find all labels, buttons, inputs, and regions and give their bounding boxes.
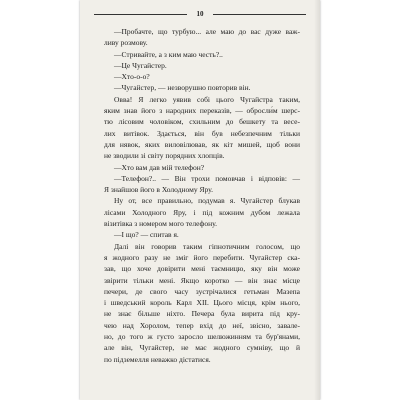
text-line: лісами Холодного Яру, і під кожним дубом лежала: [104, 207, 300, 217]
page-body-text: [104, 26, 300, 365]
text-line: печери, де свого часу зустрічалися гетьман Мазепа: [104, 286, 300, 296]
text-line: тю лісовим чоловіком, схильним до бешкету та весе-: [104, 117, 300, 127]
text-line: —І що? — спитав я.: [114, 230, 179, 240]
text-line: зав, що хоче довірити мені таємницю, яку він може: [104, 264, 300, 274]
text-line: звірити тільки мені. Якщо коротко — він знає місце: [104, 275, 300, 285]
text-line: яким знав його з народних переказів, — обросли́м шерс-: [104, 106, 300, 116]
text-line: —Пробачте, що турбую... але маю до вас дуже важ-: [114, 27, 300, 36]
text-line: Далі він говорив таким гіпнотичним голосом, що: [114, 241, 300, 251]
text-line: но, до того ж густо заросло шелюжинням та бур'янами,: [104, 332, 300, 342]
text-line: для нявок, яких виловілював, як кіт мишей, щоб вони: [104, 139, 300, 149]
text-line: ливу розмову.: [104, 38, 148, 48]
text-line: —Стривайте, а з ким маю честь?..: [114, 49, 223, 59]
text-line: лих витівок. Здається, він був небезпечним тільки: [104, 128, 300, 138]
text-line: по підземелля неважко дістатися.: [104, 354, 211, 364]
text-line: візитівка з номером мого телефону.: [104, 219, 218, 229]
text-line: чею над Хоролом, тепер вхід до неї, звісно, завале-: [104, 320, 300, 330]
text-line: Ну от, все правильно, подумав я. Чугайстер блукав: [114, 196, 300, 206]
text-line: Я знайшов його в Холодному Яру.: [104, 185, 214, 195]
book-page: [80, 0, 320, 400]
text-line: —Хто вам дав мій телефон?: [114, 162, 205, 172]
text-line: —Чугайстер, — незворушно повторив він.: [114, 83, 251, 93]
text-line: —Хто-о-о?: [114, 72, 150, 82]
text-line: але він, Чугайстер, не має жодного сумніву, що й: [104, 343, 300, 353]
page-header: [94, 9, 306, 19]
page-number: 10: [196, 10, 204, 18]
text-line: Овва! Я легко уявив собі цього Чугайстра таким,: [114, 94, 300, 104]
text-line: —Телефон?.. — Він трохи помовчав і відповів: —: [114, 173, 300, 183]
text-line: —Це Чугайстер.: [114, 60, 167, 70]
text-line: і шведський король Карл ХІІ. Цього місця, крім нього,: [104, 298, 300, 308]
text-line: не знає більше ніхто. Печера була вирита під кру-: [104, 309, 300, 319]
text-line: я жодного разу не зміг його перебити. Чугайстер ска-: [104, 252, 300, 262]
header-rule-right: [213, 14, 306, 15]
text-line: не зводили зі світу порядних хлопців.: [104, 151, 225, 161]
